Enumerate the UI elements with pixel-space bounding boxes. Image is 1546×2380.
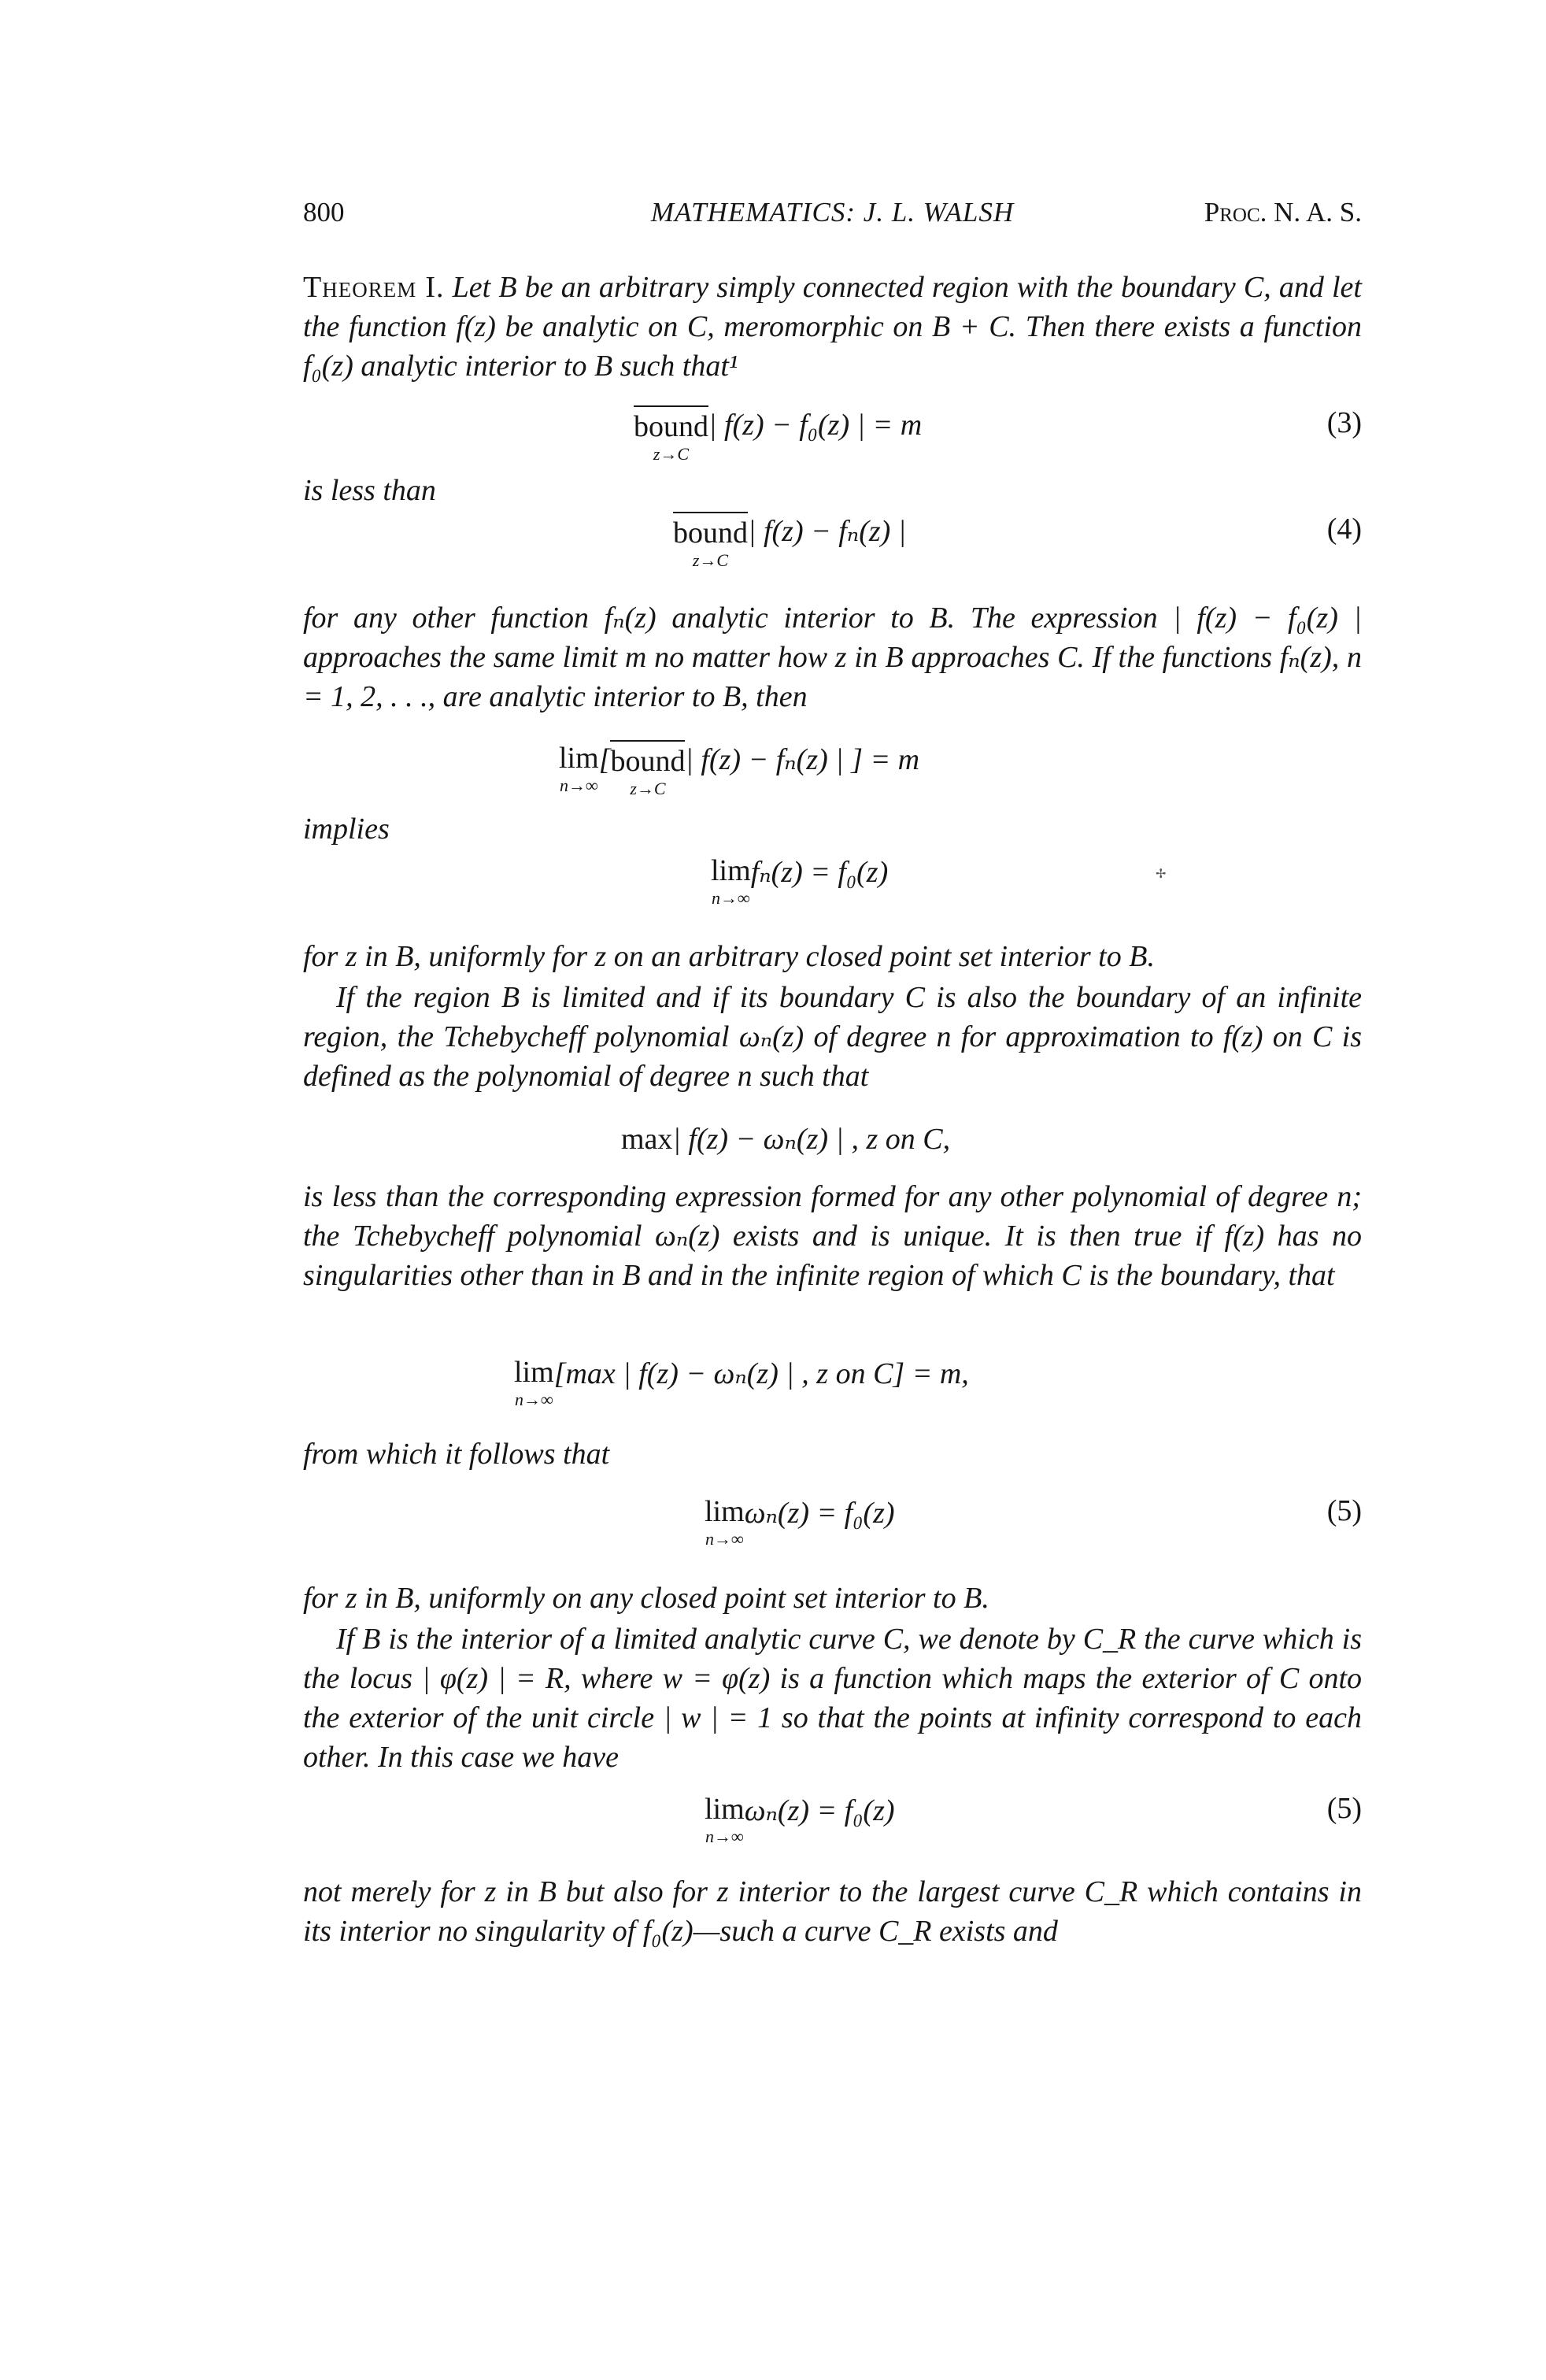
bound-operator: bound z→C — [610, 740, 685, 798]
equation-number: (4) — [1326, 513, 1362, 546]
text-from-which: from which it follows that — [303, 1438, 610, 1471]
lim-operator: lim n→∞ — [705, 1495, 745, 1549]
theorem-text: Let B be an arbitrary simply connected region with the boundary C, and let the function f(z) be analytic on C, meromorphic on B + C. Then there exists a function f₀(z) analytic interior to B such that¹ — [303, 271, 1362, 383]
equation-lim-bound: lim n→∞ [ bound z→C | f(z) − fₙ(z) | ] = m — [559, 742, 920, 798]
page-header — [303, 197, 1362, 236]
theorem-statement — [303, 268, 1362, 386]
journal-abbrev: Proc. N. A. S. — [1204, 197, 1362, 228]
equation-number: (5) — [1326, 1494, 1362, 1527]
paragraph-any-other-function: for any other function fₙ(z) analytic interior to B. The expression | f(z) − f₀(z) | approaches the same limit m no matter how z in B approaches C. If the functions fₙ(z), n = 1, 2, . . ., are analytic interior to B, then — [303, 601, 1362, 713]
equation-number: (5) — [1326, 1792, 1362, 1825]
equation-lim-bound-body: | f(z) − fₙ(z) | ] = m — [685, 743, 920, 776]
text-implies: implies — [303, 812, 390, 846]
paragraph-uniformly-closed: for z in B, uniformly on any closed point set interior to B. — [303, 1582, 989, 1615]
paragraph-region-b: If the region B is limited and if its boundary C is also the boundary of an infinite region, the Tchebycheff polynomial ωₙ(z) of degree n for approximation to f(z) on C is defined as the polynomial of degree n such that — [303, 981, 1362, 1093]
running-title: MATHEMATICS: J. L. WALSH — [650, 197, 1015, 228]
equation-lim-max — [303, 1354, 1362, 1425]
paragraph-uniformly: for z in B, uniformly for z on an arbitrary closed point set interior to B. — [303, 940, 1155, 973]
lim-operator: lim n→∞ — [711, 854, 751, 908]
equation-lim-max-body: [max | f(z) − ωₙ(z) | , z on C] = m, — [553, 1357, 969, 1390]
theorem-label: Theorem I. — [303, 271, 445, 304]
equation-lim-f-body: fₙ(z) = f₀(z) — [750, 856, 889, 889]
paragraph-not-merely: not merely for z in B but also for z interior to the largest curve C_R which contains in its interior no singularity of f₀(z)—such a curve C_R exists and — [303, 1875, 1362, 1948]
paragraph-analytic-curve: If B is the interior of a limited analytic curve C, we denote by C_R the curve which is the locus | φ(z) | = R, where w = φ(z) is a function which maps the exterior of C onto the exterior of the unit circle | w | = 1 so that the points at infinity correspond to each other. In this case we have — [303, 1623, 1362, 1774]
equation-lim-f — [303, 853, 1362, 923]
equation-5b — [303, 1791, 1362, 1862]
equation-5a — [303, 1494, 1362, 1564]
page-number: 800 — [303, 197, 345, 228]
stray-mark: ✢ — [1156, 868, 1167, 881]
equation-4-body: | f(z) − fₙ(z) | — [748, 515, 907, 548]
text-is-less-than: is less than — [303, 474, 436, 507]
equation-4 — [303, 512, 1362, 583]
bound-operator: bound z→C — [634, 405, 708, 464]
equation-3 — [303, 405, 1362, 476]
lim-operator: lim n→∞ — [514, 1356, 554, 1409]
equation-5a-body: ωₙ(z) = f₀(z) — [744, 1497, 895, 1530]
equation-max-body: | f(z) − ωₙ(z) | , z on C, — [672, 1123, 951, 1156]
max-operator: max — [621, 1123, 673, 1156]
equation-3-body: | f(z) − f₀(z) | = m — [708, 409, 923, 442]
equation-5b-body: ωₙ(z) = f₀(z) — [744, 1794, 895, 1827]
paragraph-less-than-corresponding: is less than the corresponding expression formed for any other polynomial of degree n; the Tchebycheff polynomial ωₙ(z) exists and is unique. It is then true if f(z) has no singularities other than in B and in the infinite region of which C is the boundary, that — [303, 1180, 1362, 1292]
lim-operator: lim n→∞ — [559, 742, 599, 795]
bound-operator: bound z→C — [673, 512, 748, 570]
equation-number: (3) — [1326, 406, 1362, 439]
lim-operator: lim n→∞ — [705, 1793, 745, 1846]
